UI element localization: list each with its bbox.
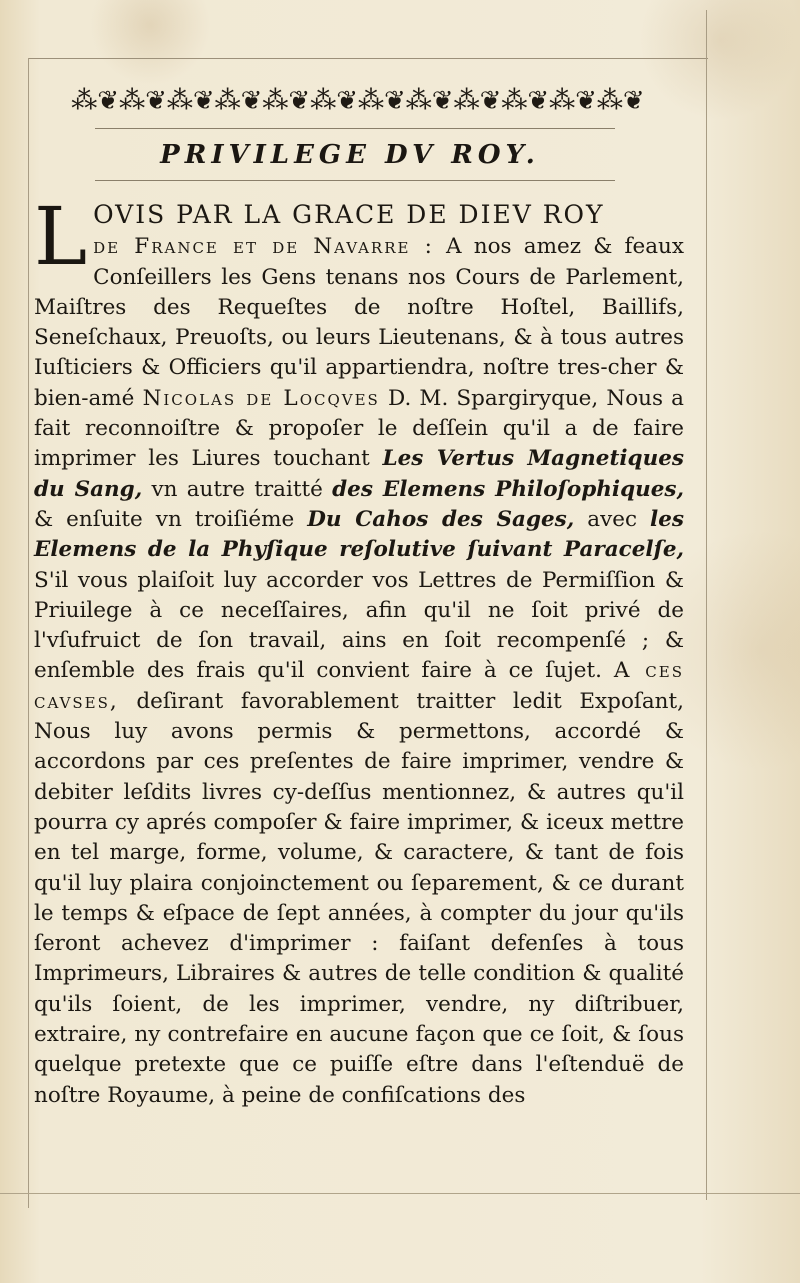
book-title: Les Vertus Magnetiques du Sang,: [34, 446, 684, 502]
ornament-band: ⁂❦⁂❦⁂❦⁂❦⁂❦⁂❦⁂❦⁂❦⁂❦⁂❦⁂❦⁂❦: [71, 86, 645, 116]
title-rule-top: [95, 128, 615, 129]
frame-rule-top: [28, 58, 708, 59]
text-segment: D. M. Spargiryque, Nous a fait reconnoiſtre & propoſer le deſſein qu'il a de faire imprimer les Liures touchant: [34, 385, 684, 472]
frame-rule-bottom: [0, 1193, 800, 1194]
drop-cap: L: [34, 190, 88, 283]
text-segment: vn autre traitté: [142, 476, 333, 502]
text-segment: avec: [574, 506, 651, 532]
text-segment: & enſuite vn troiſiéme: [34, 506, 308, 532]
author-name: Nicolas de Locqves: [142, 385, 380, 411]
opening-line: OVIS PAR LA GRACE DE DIEV ROY: [93, 200, 605, 229]
privilege-text: [34, 190, 685, 1111]
realm-smallcaps: de France et de Navarre :: [93, 234, 434, 260]
frame-rule-left: [28, 58, 29, 1208]
book-title: les Elemens de la Phyſique reſolutive ſuivant Paracelſe,: [34, 506, 684, 563]
text-segment: A nos amez & feaux Conſeillers les Gens tenans nos Cours de Parlement, Maiſtres des Requeſtes de noſtre Hoſtel, Baillifs, Seneſchaux, Preuoſts, ou leurs Lieutenans, & à tous autres Iuſticiers & Officiers qu'il appartiendra, noſtre tres-cher & bien-amé: [34, 234, 685, 411]
causes-smallcaps: A ces cavses,: [34, 658, 684, 714]
book-title: des Elemens Philoſophiques,: [332, 476, 684, 502]
book-title: Du Cahos des Sages,: [307, 506, 575, 532]
page-title: PRIVILEGE DV ROY.: [160, 140, 540, 170]
title-rule-bottom: [95, 180, 615, 181]
text-segment: deſirant favorablement traitter ledit Expoſant, Nous luy avons permis & permettons, accordé & accordons par ces preſentes de faire imprimer, vendre & debiter leſdits livres cy-deſſus mentionnez, & autres qu'il pourra cy aprés compoſer & faire imprimer, & iceux mettre en tel marge, forme, volume, & caractere, & tant de fois qu'il luy plaira conjoinctement ou ſeparement, & ce durant le temps & eſpace de ſept années, à compter du jour qu'ils ſeront achevez d'imprimer : faiſant defenſes à tous Imprimeurs, Libraires & autres de telle condition & qualité qu'ils ſoient, de les imprimer, vendre, ny diſtribuer, extraire, ny contrefaire en aucune façon que ce ſoit, & ſous quelque pretexte que ce puiſſe eſtre dans l'eſtenduë de noſtre Royaume, à peine de confiſcations des: [34, 688, 684, 1108]
text-segment: S'il vous plaiſoit luy accorder vos Lettres de Permiſſion & Priuilege à ce neceſſaires, afin qu'il ne ſoit privé de l'vſufruict de ſon travail, ains en ſoit recompenſé ; & enſemble des frais qu'il convient faire à ce ſujet.: [34, 567, 684, 684]
frame-rule-right: [706, 10, 707, 1200]
